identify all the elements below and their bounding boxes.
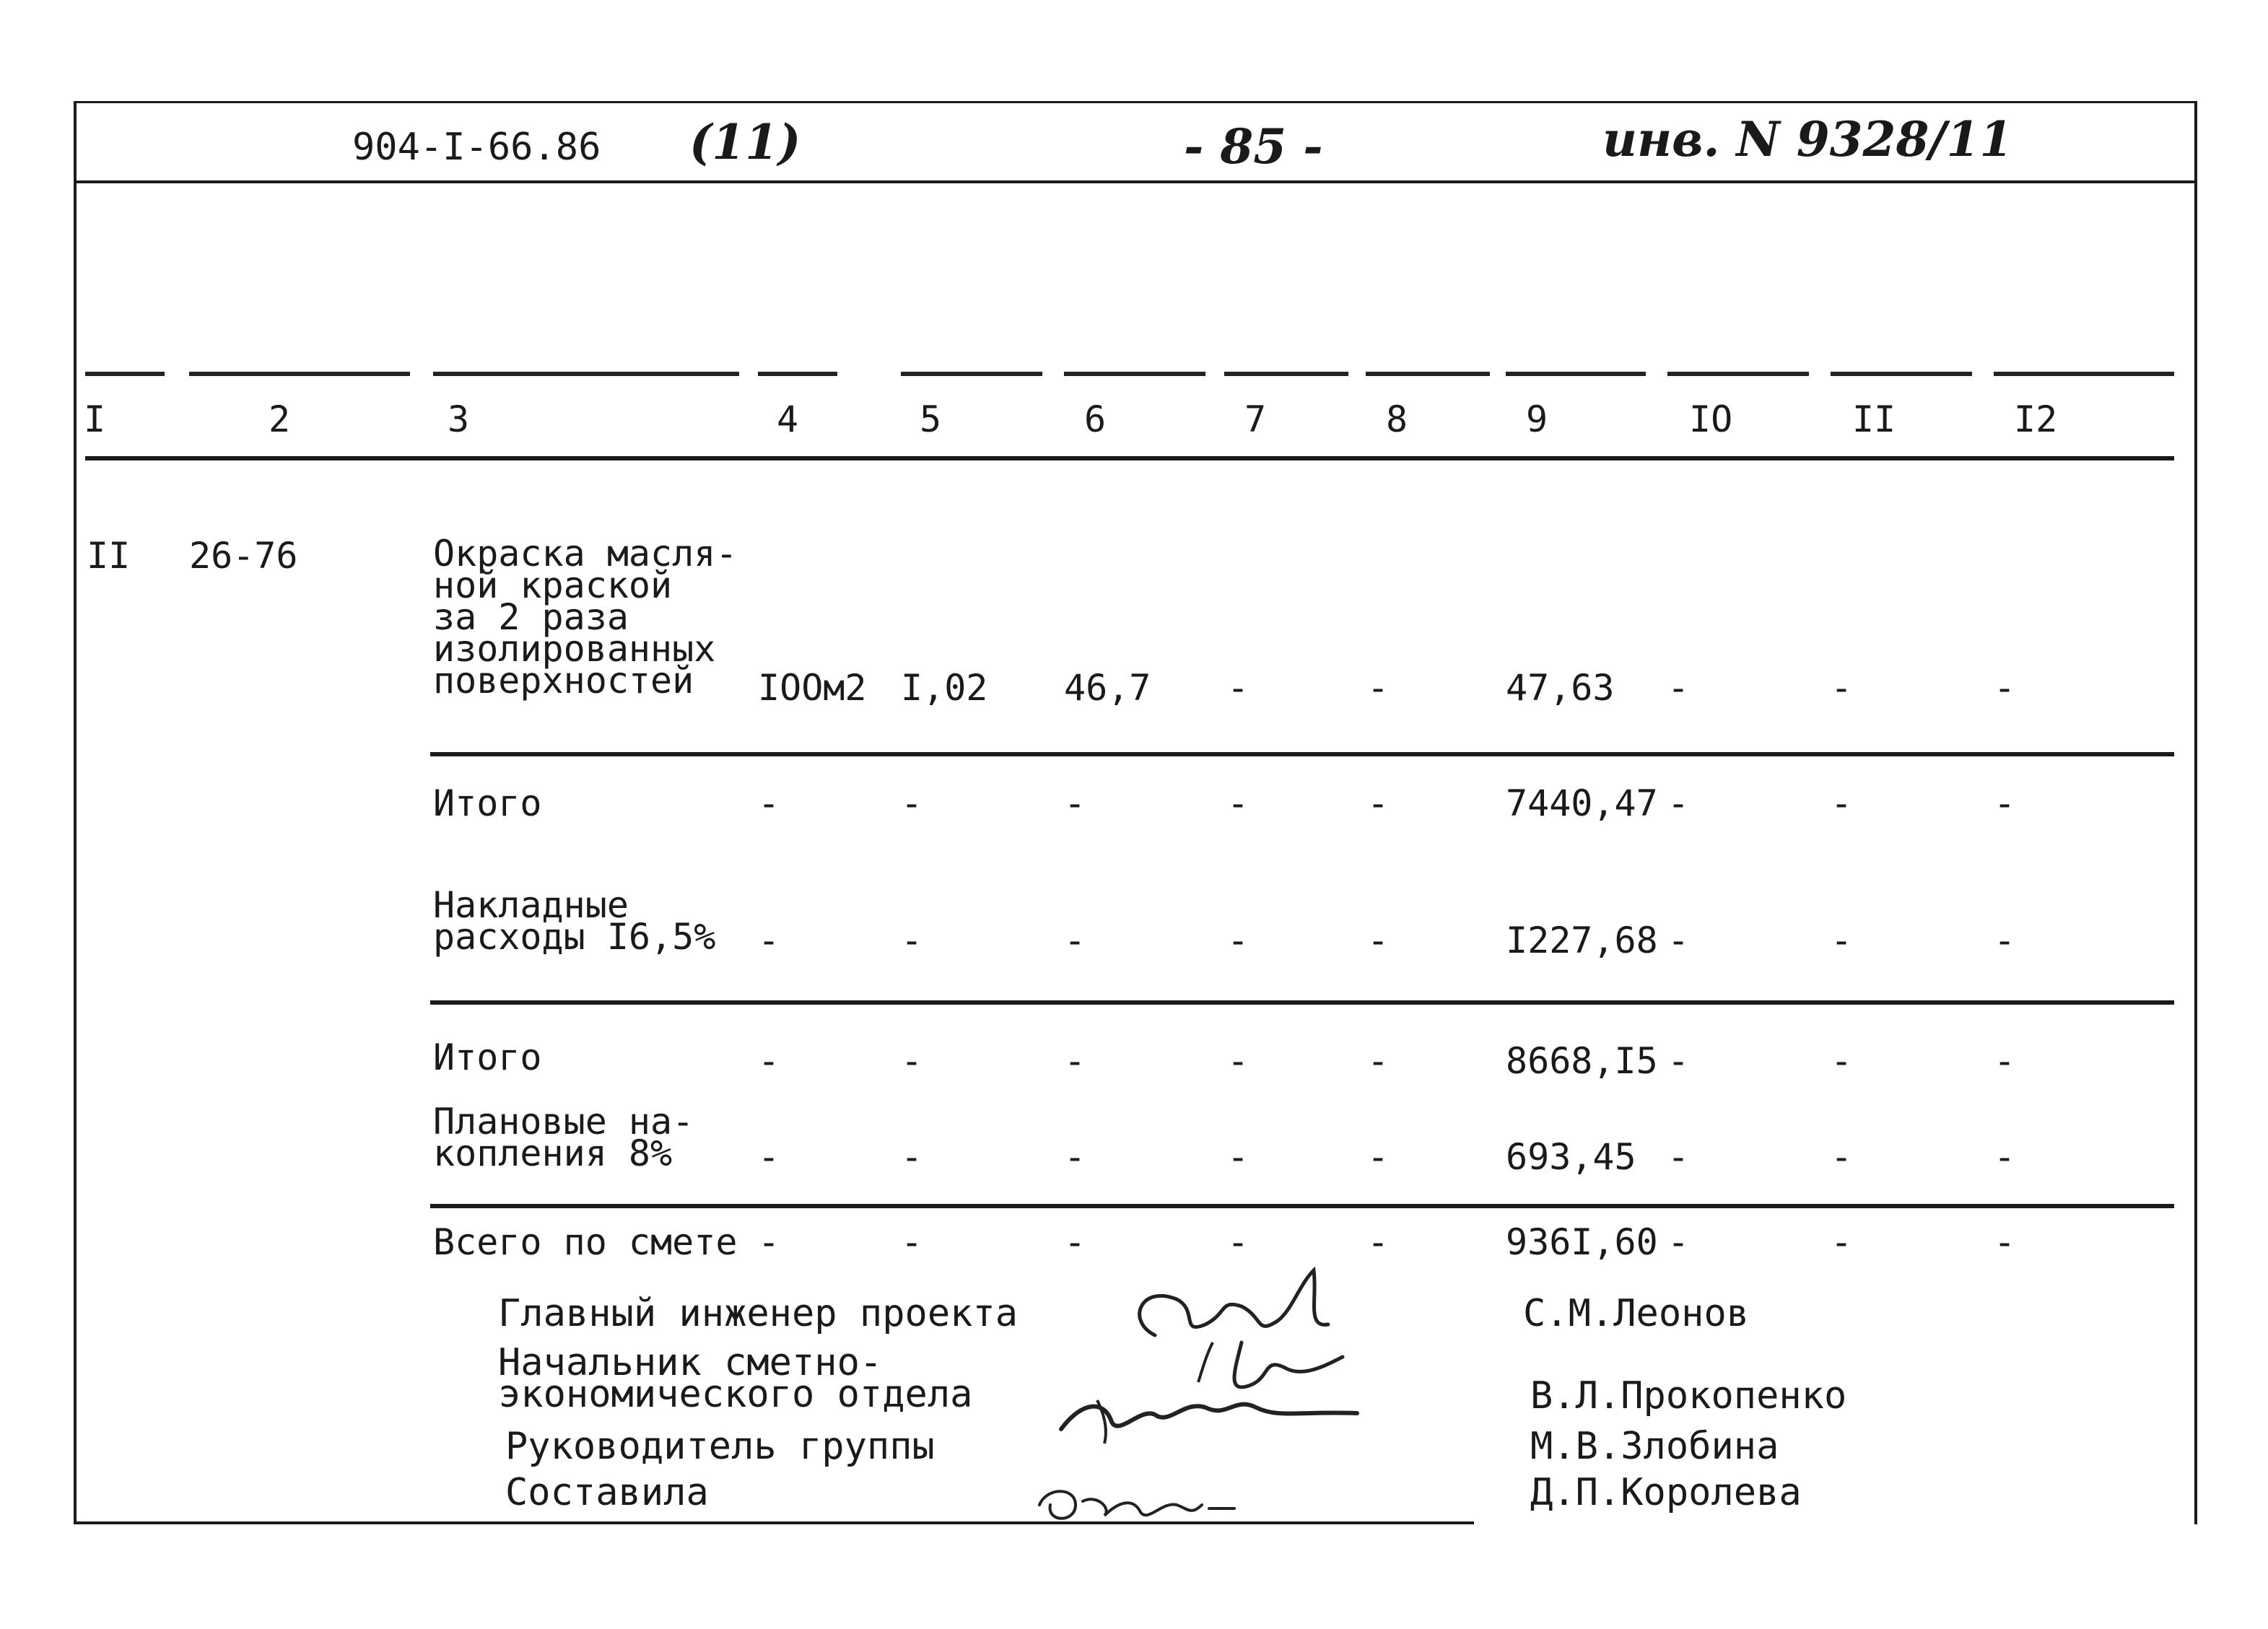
dash-cell: - (1367, 782, 1390, 824)
dash-cell: - (1064, 1221, 1086, 1263)
dash-cell: - (1994, 1221, 2016, 1263)
dash-cell: - (758, 1136, 780, 1178)
bottom-border (74, 1521, 1474, 1524)
summary-label: Итого (433, 1036, 542, 1078)
column-header: IO (1689, 398, 1733, 440)
page-number: - 85 - (1184, 118, 1323, 175)
summary-total: I227,68 (1506, 920, 1658, 961)
dash-cell: - (1994, 1136, 2016, 1178)
summary-label: Накладные расходы I6,5% (433, 884, 716, 958)
dash-cell: - (901, 920, 923, 961)
signatory-role: Составила (505, 1471, 709, 1514)
dash-cell: - (758, 1221, 780, 1263)
dash-cell: - (1367, 1040, 1390, 1082)
dash-cell: - (1227, 782, 1249, 824)
dash-cell: - (758, 782, 780, 824)
item-col12: - (1994, 667, 2016, 709)
dash-cell: - (1667, 1136, 1690, 1178)
summary-label: Всего по смете (433, 1221, 738, 1263)
column-header: II (1852, 398, 1896, 440)
summary-label: Плановые на- копления 8% (433, 1101, 694, 1174)
sheet-mark: (11) (689, 114, 801, 170)
summary-total: 7440,47 (1506, 782, 1658, 824)
dash-cell: - (1064, 1040, 1086, 1082)
dash-cell: - (1831, 1136, 1853, 1178)
column-header-underline (85, 456, 2174, 460)
signatory-name: Д.П.Королева (1530, 1471, 1802, 1514)
column-header: 7 (1244, 398, 1267, 440)
signatory-role: Начальник сметно- экономического отдела (498, 1341, 973, 1416)
item-description: Окраска масля- ной краской за 2 раза изолированных поверхностей (433, 533, 738, 702)
column-header: 6 (1084, 398, 1107, 440)
column-header: 5 (920, 398, 942, 440)
right-border (2194, 101, 2197, 1524)
item-number: II (87, 535, 131, 577)
dash-cell: - (1064, 782, 1086, 824)
column-header: 4 (777, 398, 799, 440)
dash-cell: - (1667, 1221, 1690, 1263)
summary-total: 8668,I5 (1506, 1040, 1658, 1082)
dash-cell: - (1667, 920, 1690, 961)
dash-cell: - (1831, 1221, 1853, 1263)
item-col7: - (1227, 667, 1249, 709)
header-separator (74, 180, 2197, 183)
inventory-number: инв. N 9328/11 (1602, 111, 2013, 167)
item-code: 26-76 (189, 535, 298, 577)
dash-cell: - (1367, 920, 1390, 961)
signatory-name: С.М.Леонов (1523, 1292, 1750, 1335)
signature-scribble (1032, 1472, 1249, 1537)
item-total: 47,63 (1506, 667, 1615, 709)
dash-cell: - (1227, 920, 1249, 961)
dash-cell: - (901, 1221, 923, 1263)
dash-cell: - (1831, 1040, 1853, 1082)
summary-total: 936I,60 (1506, 1221, 1658, 1263)
dash-cell: - (758, 920, 780, 961)
item-unit: IOOм2 (758, 667, 867, 709)
row-separator (430, 1000, 2174, 1005)
dash-cell: - (1064, 920, 1086, 961)
dash-cell: - (1667, 782, 1690, 824)
column-header: 9 (1526, 398, 1548, 440)
item-col8: - (1367, 667, 1390, 709)
dash-cell: - (1227, 1136, 1249, 1178)
dash-cell: - (1367, 1221, 1390, 1263)
dash-cell: - (1994, 782, 2016, 824)
column-header: I (84, 398, 106, 440)
column-header: I2 (2014, 398, 2058, 440)
item-col11: - (1831, 667, 1853, 709)
signature-scribble (1054, 1328, 1386, 1451)
column-header: 3 (448, 398, 470, 440)
signatory-name: В.Л.Прокопенко (1530, 1374, 1847, 1418)
dash-cell: - (1994, 920, 2016, 961)
summary-total: 693,45 (1506, 1136, 1636, 1178)
row-separator (430, 752, 2174, 756)
dash-cell: - (1831, 920, 1853, 961)
signatory-role: Главный инженер проекта (498, 1292, 1019, 1335)
row-separator (430, 1204, 2174, 1208)
dash-cell: - (901, 782, 923, 824)
summary-label: Итого (433, 782, 542, 824)
column-header: 8 (1386, 398, 1408, 440)
dash-cell: - (1831, 782, 1853, 824)
dash-cell: - (1994, 1040, 2016, 1082)
dash-cell: - (1667, 1040, 1690, 1082)
dash-cell: - (1367, 1136, 1390, 1178)
signatory-role: Руководитель группы (505, 1425, 935, 1468)
document-code: 904-I-66.86 (352, 126, 601, 169)
dash-cell: - (1227, 1040, 1249, 1082)
dash-cell: - (901, 1136, 923, 1178)
dash-cell: - (1227, 1221, 1249, 1263)
item-price: 46,7 (1064, 667, 1151, 709)
dash-cell: - (1064, 1136, 1086, 1178)
left-border (74, 101, 77, 1524)
column-header: 2 (269, 398, 291, 440)
item-col10: - (1667, 667, 1690, 709)
item-quantity: I,02 (901, 667, 988, 709)
signatory-name: М.В.Злобина (1530, 1425, 1779, 1468)
dash-cell: - (758, 1040, 780, 1082)
dash-cell: - (901, 1040, 923, 1082)
top-border (74, 101, 2197, 103)
